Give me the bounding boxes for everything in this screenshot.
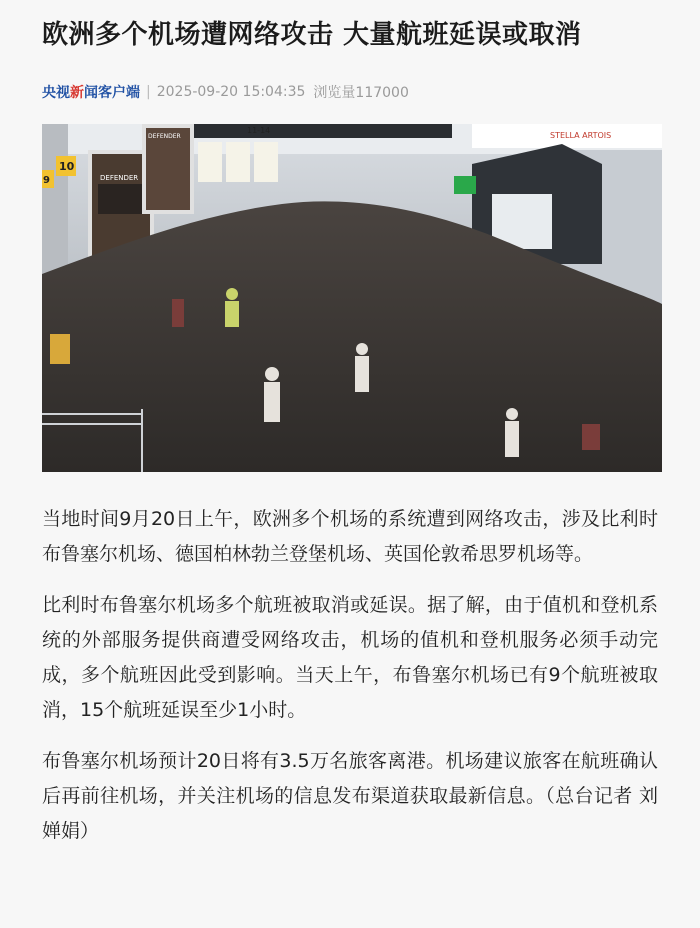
article-title: 欧洲多个机场遭网络攻击 大量航班延误或取消 (42, 20, 582, 50)
gate-sign-text: 11-14 (247, 126, 271, 135)
article-photo[interactable] (42, 124, 662, 472)
ad-text-left: DEFENDER (100, 174, 139, 182)
article-body (42, 502, 658, 849)
article-paragraph-2: 比利时布鲁塞尔机场多个航班被取消或延误。据了解，由于值机和登机系统的外部服务提供商遭受网络攻击，机场的值机和登机服务必须手动完成，多个航班因此受到影响。当天上午，布鲁塞尔机场已有9个航班被取消，15个航班延误至少1小时。 (42, 594, 658, 721)
article-meta (42, 82, 658, 102)
source-link[interactable] (42, 82, 140, 102)
source-part-3: 闻客户端 (84, 85, 140, 101)
publish-datetime: 2025-09-20 15:04:35 (156, 84, 306, 100)
sign-9-text: 9 (43, 175, 50, 186)
ad-text-right: DEFENDER (148, 133, 181, 140)
article-paragraph-1: 当地时间9月20日上午，欧洲多个机场的系统遭到网络攻击，涉及比利时布鲁塞尔机场、德国柏林勃兰登堡机场、英国伦敦希思罗机场等。 (42, 508, 658, 565)
brand-sign-text: STELLA ARTOIS (550, 131, 612, 140)
view-count: 浏览量117000 (313, 85, 409, 101)
sign-10-text: 10 (59, 160, 75, 173)
article-paragraph-3: 布鲁塞尔机场预计20日将有3.5万名旅客离港。机场建议旅客在航班确认后再前往机场，并关注机场的信息发布渠道获取最新信息。（总台记者 刘婵娟） (42, 750, 658, 842)
meta-separator: | (146, 84, 151, 100)
source-part-1: 央视 (42, 85, 70, 101)
airport-hall-image (42, 124, 662, 472)
source-part-2: 新 (70, 85, 84, 101)
